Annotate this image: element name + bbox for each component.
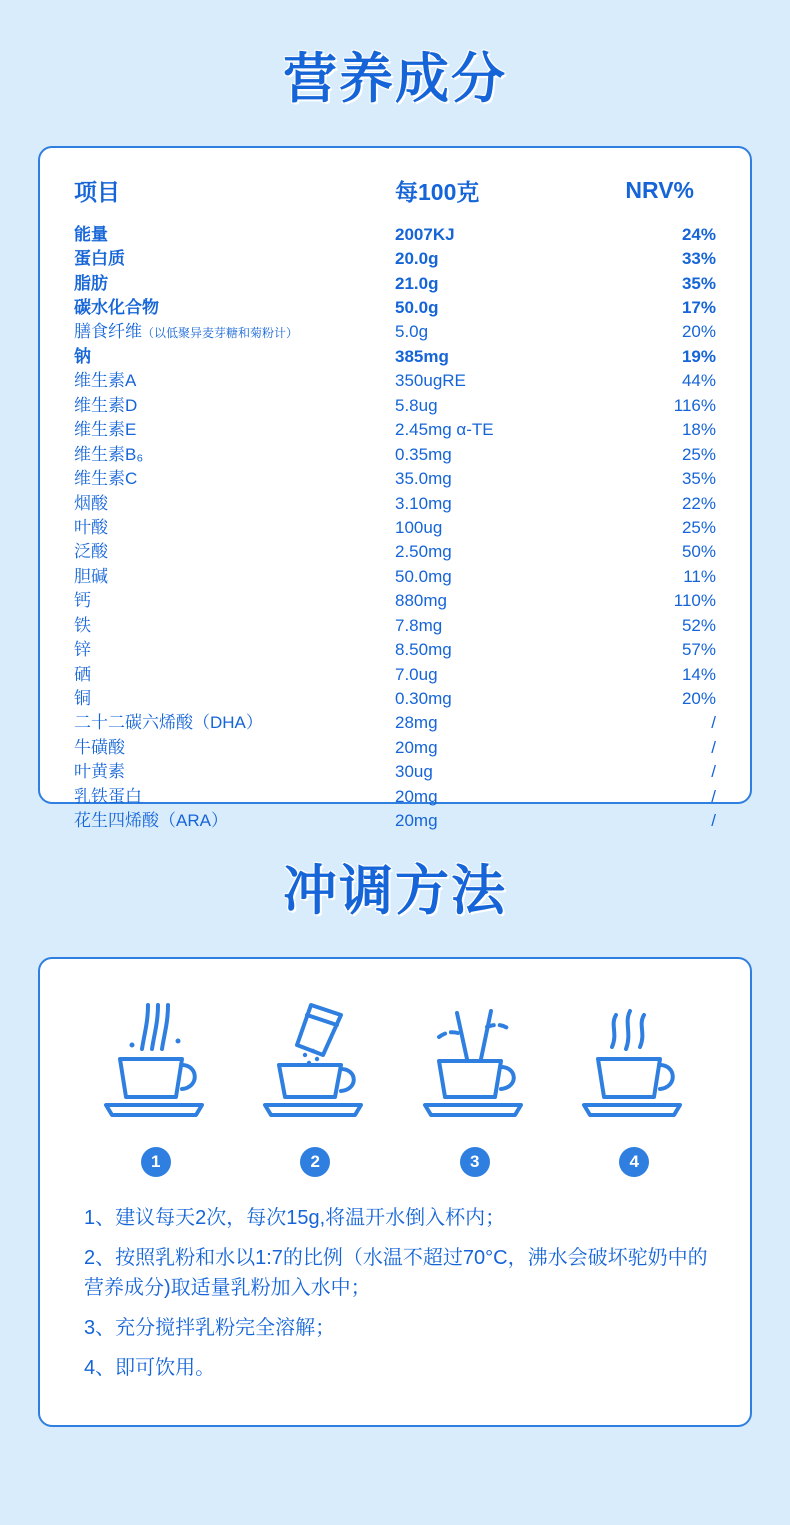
nutrient-nrv: 44% — [681, 371, 716, 391]
nutrient-nrv: 11% — [683, 566, 716, 586]
nutrient-name: 脂肪 — [74, 273, 108, 293]
nutrient-nrv: / — [711, 811, 716, 831]
instruction-line: 4、即可饮用。 — [84, 1357, 216, 1380]
column-header-per100g: 每100克 — [395, 178, 480, 205]
table-row — [74, 394, 716, 418]
table-row — [74, 809, 716, 833]
page-title-nutrition: 营养成分 — [283, 49, 507, 110]
step-4 — [559, 993, 709, 1177]
nutrient-value: 350ugRE — [395, 371, 466, 391]
nutrient-value: 5.0g — [395, 322, 429, 342]
nutrient-value: 2.50mg — [395, 542, 452, 562]
nutrient-nrv: 50% — [681, 542, 716, 562]
table-row — [74, 540, 716, 564]
nutrient-nrv: 20% — [681, 689, 716, 709]
nutrient-value: 0.35mg — [395, 444, 452, 464]
table-row — [74, 687, 716, 711]
nutrient-value: 100ug — [395, 517, 443, 537]
step-icons-row — [66, 979, 724, 1177]
column-header-item: 项目 — [74, 178, 120, 205]
nutrient-name: 牛磺酸 — [74, 737, 125, 757]
table-row — [74, 369, 716, 393]
nutrition-table-card — [38, 146, 752, 831]
nutrient-value: 50.0mg — [395, 566, 452, 586]
instruction-line: 2、按照乳粉和水以1:7的比例（水温不超过70°C，沸水会破坏驼奶中的营养成分)取适量乳粉加入水中； — [84, 1247, 708, 1300]
table-row — [74, 247, 716, 271]
nutrient-nrv: / — [711, 786, 716, 806]
cup-pour-water-icon — [86, 993, 226, 1133]
nutrient-value: 30ug — [395, 762, 433, 782]
table-row — [74, 492, 716, 516]
nutrition-info-page — [0, 36, 790, 1525]
nutrition-table — [74, 174, 716, 834]
step-3 — [400, 993, 550, 1177]
step-number-2: 2 — [300, 1147, 330, 1177]
table-row — [74, 418, 716, 442]
step-number-4: 4 — [619, 1147, 649, 1177]
table-row — [74, 320, 716, 344]
nutrient-value: 3.10mg — [395, 493, 452, 513]
nutrient-nrv: 20% — [681, 322, 716, 342]
table-row — [74, 760, 716, 784]
nutrient-name: 泛酸 — [74, 542, 108, 562]
nutrient-nrv: / — [711, 737, 716, 757]
nutrient-value: 50.0g — [395, 298, 439, 318]
cup-stir-spoon-icon — [405, 993, 545, 1133]
nutrient-name: 碳水化合物 — [74, 298, 159, 318]
nutrient-value: 20mg — [395, 786, 438, 806]
nutrition-table-header — [74, 174, 716, 223]
table-row — [74, 614, 716, 638]
table-row — [74, 785, 716, 809]
nutrient-nrv: 116% — [673, 395, 716, 415]
nutrient-value: 2007KJ — [395, 224, 455, 244]
table-row — [74, 663, 716, 687]
nutrient-value: 0.30mg — [395, 689, 452, 709]
step-number-3: 3 — [460, 1147, 490, 1177]
nutrient-nrv: 110% — [673, 591, 716, 611]
nutrient-value: 385mg — [395, 346, 449, 366]
nutrient-nrv: 52% — [681, 615, 716, 635]
step-2 — [240, 993, 390, 1177]
table-row — [74, 345, 716, 369]
nutrient-name: 铜 — [74, 689, 91, 709]
instructions-list — [66, 1177, 724, 1383]
nutrition-table-body — [74, 223, 716, 834]
nutrient-nrv: 24% — [681, 224, 716, 244]
nutrient-value: 7.0ug — [395, 664, 438, 684]
nutrient-name: 钙 — [74, 591, 91, 611]
nutrient-value: 8.50mg — [395, 640, 452, 660]
table-row — [74, 565, 716, 589]
cup-steam-ready-icon — [564, 993, 704, 1133]
nutrient-name: 烟酸 — [74, 493, 108, 513]
nutrient-nrv: / — [711, 713, 716, 733]
nutrient-name: 维生素D — [74, 395, 138, 415]
sachet-pour-powder-icon — [245, 993, 385, 1133]
nutrient-name: 膳食纤维（以低聚异麦芽糖和菊粉计） — [74, 322, 299, 342]
nutrient-name: 硒 — [74, 664, 91, 684]
nutrient-nrv: 33% — [681, 249, 716, 269]
nutrient-nrv: 17% — [681, 298, 716, 318]
nutrient-nrv: 35% — [681, 469, 716, 489]
table-row — [74, 516, 716, 540]
nutrient-name: 能量 — [74, 224, 108, 244]
nutrient-value: 2.45mg α-TE — [395, 420, 494, 440]
method-card — [38, 957, 752, 1427]
table-row — [74, 736, 716, 760]
nutrient-value: 21.0g — [395, 273, 439, 293]
nutrient-name: 维生素A — [74, 371, 137, 391]
instruction-line: 1、建议每天2次，每次15g,将温开水倒入杯内； — [84, 1207, 506, 1230]
table-row — [74, 589, 716, 613]
table-row — [74, 711, 716, 735]
table-row — [74, 272, 716, 296]
nutrient-name: 维生素B₆ — [74, 444, 144, 464]
nutrient-nrv: 35% — [681, 273, 716, 293]
nutrient-name: 维生素C — [74, 469, 138, 489]
nutrient-value: 20mg — [395, 811, 438, 831]
step-1 — [81, 993, 231, 1177]
table-row — [74, 638, 716, 662]
nutrient-name: 叶酸 — [74, 517, 108, 537]
nutrient-name: 蛋白质 — [74, 249, 125, 269]
nutrient-nrv: 18% — [681, 420, 716, 440]
nutrient-name: 胆碱 — [74, 566, 108, 586]
nutrient-name: 叶黄素 — [74, 762, 125, 782]
nutrient-nrv: 57% — [681, 640, 716, 660]
nutrient-value: 7.8mg — [395, 615, 443, 635]
nutrient-nrv: 19% — [681, 346, 716, 366]
nutrient-nrv: 25% — [681, 517, 716, 537]
nutrient-name: 乳铁蛋白 — [74, 786, 142, 806]
nutrient-value: 880mg — [395, 591, 447, 611]
instruction-line: 3、充分搅拌乳粉完全溶解； — [84, 1317, 336, 1340]
nutrient-nrv: 22% — [681, 493, 716, 513]
nutrient-value: 20mg — [395, 737, 438, 757]
nutrient-name: 铁 — [74, 615, 91, 635]
table-row — [74, 223, 716, 247]
step-number-1: 1 — [141, 1147, 171, 1177]
column-header-nrv: NRV% — [625, 176, 694, 203]
table-row — [74, 443, 716, 467]
nutrient-name: 钠 — [74, 346, 91, 366]
nutrient-name: 花生四烯酸（ARA） — [74, 811, 228, 831]
page-title-method: 冲调方法 — [283, 860, 507, 921]
nutrient-name: 二十二碳六烯酸（DHA） — [74, 713, 263, 733]
table-row — [74, 467, 716, 491]
nutrient-note: （以低聚异麦芽糖和菊粉计） — [142, 326, 299, 341]
nutrient-nrv: / — [711, 762, 716, 782]
nutrient-value: 35.0mg — [395, 469, 452, 489]
nutrient-nrv: 25% — [681, 444, 716, 464]
table-row — [74, 296, 716, 320]
nutrient-name: 维生素E — [74, 420, 137, 440]
nutrient-nrv: 14% — [681, 664, 716, 684]
nutrient-name: 锌 — [74, 640, 91, 660]
nutrient-value: 20.0g — [395, 249, 439, 269]
nutrient-value: 28mg — [395, 713, 438, 733]
nutrient-value: 5.8ug — [395, 395, 438, 415]
